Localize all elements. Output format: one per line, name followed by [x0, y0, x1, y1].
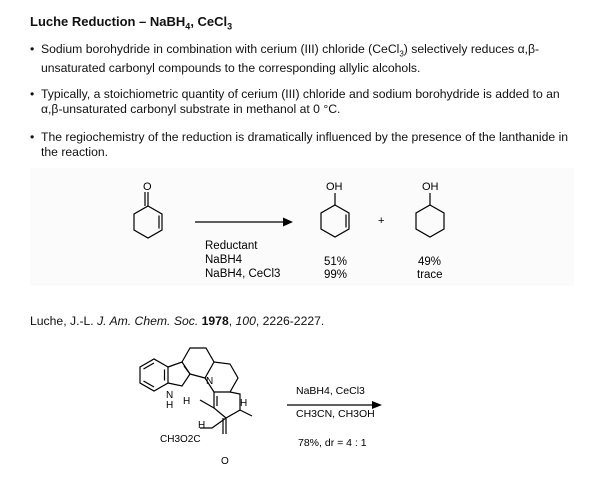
reductant-1: NaBH4 [205, 254, 243, 266]
reductant-header: Reductant [205, 240, 258, 252]
reference-citation: Luche, J.-L. J. Am. Chem. Soc. 1978, 100, 2226-2227. [30, 314, 325, 328]
saturated-yield-2: trace [417, 269, 443, 281]
bullet-item: • Sodium borohydride in combination with cerium (III) chloride (CeCl$_3$) selectively reduces α,β- unsaturated carbonyl compounds to the corresponding allylic alcohols. [30, 42, 540, 76]
reagent-line-1: NaBH4, CeCl3 [296, 385, 365, 397]
reductant-2: NaBH4, CeCl3 [205, 268, 281, 280]
bullet-dot: • [30, 42, 35, 56]
allylic-oh-label: OH [326, 181, 343, 193]
bullet-item: • The regiochemistry of the reduction is dramatically influenced by the presence of the lanthanide in the reaction. [30, 130, 569, 159]
ketone-oxygen: O [143, 181, 152, 193]
tertiary-nitrogen: N [206, 376, 214, 387]
page-title: Luche Reduction – NaBH$_4$, CeCl$_3$ [30, 14, 233, 32]
saturated-oh-label: OH [422, 181, 439, 193]
indole-nitrogen: N [166, 390, 174, 401]
benzene-ring [140, 359, 168, 391]
reaction-result: 78%, dr = 4 : 1 [298, 437, 367, 449]
stereocenter-hydrogen-1: H [240, 398, 248, 409]
saturated-yield-1: 49% [418, 256, 442, 268]
methyl-ester-label: CH3O2C [160, 434, 201, 445]
ring-fusion-hydrogen: H [183, 396, 191, 407]
stereocenter-hydrogen-2: H [198, 420, 206, 431]
allylic-yield-1: 51% [324, 256, 348, 268]
bullet-dot: • [30, 130, 35, 144]
plus-sign: + [378, 215, 385, 227]
indole-nh-hydrogen: H [166, 400, 174, 411]
allylic-yield-2: 99% [324, 269, 348, 281]
bullet-dot: • [30, 87, 35, 101]
bullet-item: • Typically, a stoichiometric quantity of cerium (III) chloride and sodium borohydride is added to an α,β-unsaturated carbonyl substrate in methanol at 0 °C. [30, 87, 560, 116]
arrow-head-2 [372, 401, 382, 409]
reagent-line-2: CH3CN, CH3OH [296, 408, 375, 420]
enone-oxygen: O [221, 456, 229, 467]
